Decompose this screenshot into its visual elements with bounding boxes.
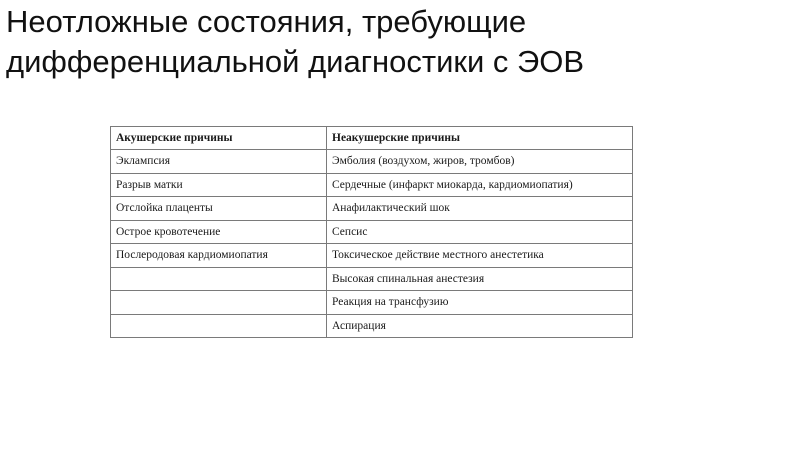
non-obstetric-cause-cell: Эмболия (воздухом, жиров, тромбов)	[327, 150, 633, 174]
table-row	[111, 291, 633, 315]
obstetric-cause-cell	[111, 291, 327, 315]
slide-title-line-1: Неотложные состояния, требующие	[6, 4, 527, 39]
obstetric-cause-cell: Острое кровотечение	[111, 220, 327, 244]
obstetric-cause-cell: Отслойка плаценты	[111, 197, 327, 221]
obstetric-cause-cell: Эклампсия	[111, 150, 327, 174]
obstetric-cause-cell	[111, 314, 327, 338]
header-non-obstetric-causes: Неакушерские причины	[327, 127, 633, 150]
causes-table	[110, 126, 633, 338]
slide-title	[6, 2, 786, 82]
non-obstetric-cause-cell: Токсическое действие местного анестетика	[327, 244, 633, 268]
obstetric-cause-cell: Разрыв матки	[111, 173, 327, 197]
non-obstetric-cause-cell: Высокая спинальная анестезия	[327, 267, 633, 291]
table-row	[111, 267, 633, 291]
obstetric-cause-cell	[111, 267, 327, 291]
non-obstetric-cause-cell: Сепсис	[327, 220, 633, 244]
causes-table-container	[110, 126, 632, 338]
table-row	[111, 150, 633, 174]
table-row	[111, 197, 633, 221]
table-row	[111, 173, 633, 197]
header-obstetric-causes: Акушерские причины	[111, 127, 327, 150]
non-obstetric-cause-cell: Реакция на трансфузию	[327, 291, 633, 315]
table-row	[111, 314, 633, 338]
non-obstetric-cause-cell: Анафилактический шок	[327, 197, 633, 221]
non-obstetric-cause-cell: Аспирация	[327, 314, 633, 338]
table-row	[111, 220, 633, 244]
obstetric-cause-cell: Послеродовая кардиомиопатия	[111, 244, 327, 268]
table-row	[111, 244, 633, 268]
table-header-row	[111, 127, 633, 150]
slide-title-line-2: дифференциальной диагностики с ЭОВ	[6, 44, 585, 79]
non-obstetric-cause-cell: Сердечные (инфаркт миокарда, кардиомиопатия)	[327, 173, 633, 197]
